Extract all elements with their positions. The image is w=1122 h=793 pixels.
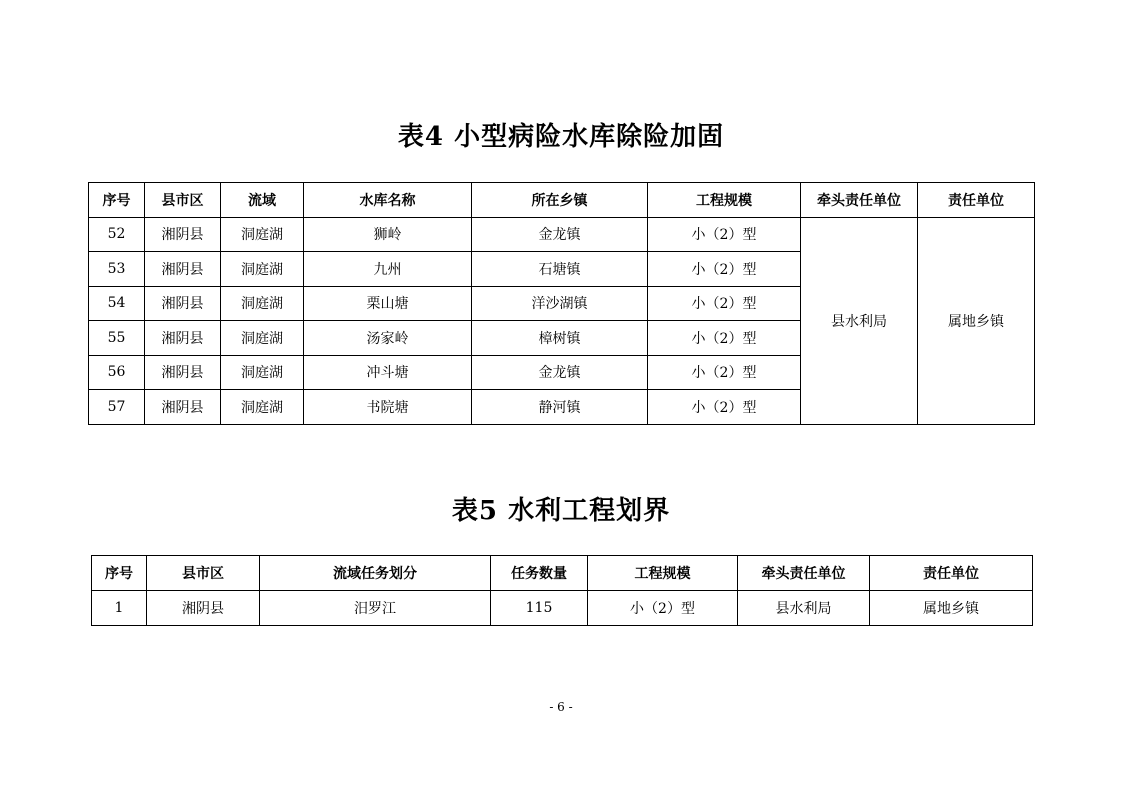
basin-cell: 洞庭湖 bbox=[221, 321, 304, 356]
row-number: 52 bbox=[89, 217, 145, 252]
division-cell: 汨罗江 bbox=[260, 591, 491, 626]
town-cell: 金龙镇 bbox=[472, 355, 648, 390]
table-row bbox=[89, 217, 1035, 252]
row-number: 55 bbox=[89, 321, 145, 356]
table5-header-row bbox=[92, 556, 1033, 591]
table5-header: 流域任务划分 bbox=[260, 556, 491, 591]
table5-header: 任务数量 bbox=[491, 556, 588, 591]
basin-cell: 洞庭湖 bbox=[221, 286, 304, 321]
table4-header: 序号 bbox=[89, 183, 145, 218]
scale-cell: 小（2）型 bbox=[588, 591, 738, 626]
row-number: 54 bbox=[89, 286, 145, 321]
table5-header: 牵头责任单位 bbox=[738, 556, 870, 591]
table5 bbox=[91, 555, 1033, 626]
table5-header: 县市区 bbox=[147, 556, 260, 591]
reservoir-name-cell: 书院塘 bbox=[304, 390, 472, 425]
county-cell: 湘阴县 bbox=[145, 321, 221, 356]
table4-header: 责任单位 bbox=[918, 183, 1035, 218]
county-cell: 湘阴县 bbox=[145, 217, 221, 252]
county-cell: 湘阴县 bbox=[145, 252, 221, 287]
row-number: 53 bbox=[89, 252, 145, 287]
lead-unit-cell: 县水利局 bbox=[738, 591, 870, 626]
scale-cell: 小（2）型 bbox=[648, 286, 801, 321]
town-cell: 金龙镇 bbox=[472, 217, 648, 252]
table4 bbox=[88, 182, 1035, 425]
table4-header: 牵头责任单位 bbox=[801, 183, 918, 218]
reservoir-name-cell: 汤家岭 bbox=[304, 321, 472, 356]
reservoir-name-cell: 狮岭 bbox=[304, 217, 472, 252]
town-cell: 静河镇 bbox=[472, 390, 648, 425]
row-number: 1 bbox=[92, 591, 147, 626]
scale-cell: 小（2）型 bbox=[648, 217, 801, 252]
table4-header: 水库名称 bbox=[304, 183, 472, 218]
county-cell: 湘阴县 bbox=[145, 390, 221, 425]
scale-cell: 小（2）型 bbox=[648, 252, 801, 287]
table4-header: 工程规模 bbox=[648, 183, 801, 218]
town-cell: 洋沙湖镇 bbox=[472, 286, 648, 321]
basin-cell: 洞庭湖 bbox=[221, 355, 304, 390]
county-cell: 湘阴县 bbox=[145, 355, 221, 390]
county-cell: 湘阴县 bbox=[145, 286, 221, 321]
page-number: - 6 - bbox=[549, 700, 573, 714]
town-cell: 樟树镇 bbox=[472, 321, 648, 356]
scale-cell: 小（2）型 bbox=[648, 321, 801, 356]
basin-cell: 洞庭湖 bbox=[221, 390, 304, 425]
table4-header: 县市区 bbox=[145, 183, 221, 218]
task-count-cell: 115 bbox=[491, 591, 588, 626]
table4-header-row bbox=[89, 183, 1035, 218]
row-number: 57 bbox=[89, 390, 145, 425]
resp-unit-cell: 属地乡镇 bbox=[870, 591, 1033, 626]
table4-header: 流域 bbox=[221, 183, 304, 218]
basin-cell: 洞庭湖 bbox=[221, 252, 304, 287]
scale-cell: 小（2）型 bbox=[648, 355, 801, 390]
table5-title: 表5 水利工程划界 bbox=[451, 496, 671, 526]
reservoir-name-cell: 冲斗塘 bbox=[304, 355, 472, 390]
county-cell: 湘阴县 bbox=[147, 591, 260, 626]
town-cell: 石塘镇 bbox=[472, 252, 648, 287]
table4-header: 所在乡镇 bbox=[472, 183, 648, 218]
table5-header: 责任单位 bbox=[870, 556, 1033, 591]
row-number: 56 bbox=[89, 355, 145, 390]
lead-unit-cell: 县水利局 bbox=[801, 217, 918, 424]
resp-unit-cell: 属地乡镇 bbox=[918, 217, 1035, 424]
table4-title: 表4 小型病险水库除险加固 bbox=[397, 122, 725, 152]
reservoir-name-cell: 栗山塘 bbox=[304, 286, 472, 321]
table-row bbox=[92, 591, 1033, 626]
scale-cell: 小（2）型 bbox=[648, 390, 801, 425]
basin-cell: 洞庭湖 bbox=[221, 217, 304, 252]
table5-header: 工程规模 bbox=[588, 556, 738, 591]
table5-header: 序号 bbox=[92, 556, 147, 591]
reservoir-name-cell: 九州 bbox=[304, 252, 472, 287]
